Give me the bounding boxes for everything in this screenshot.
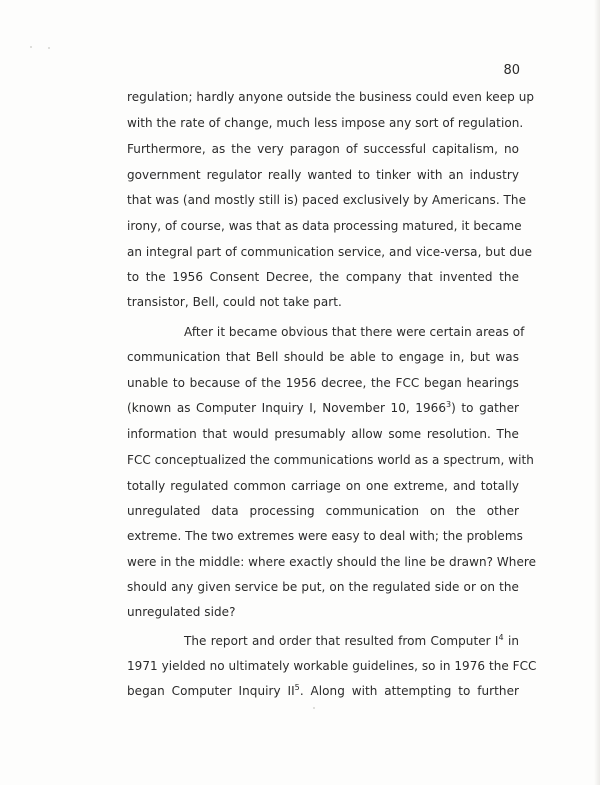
text-line <box>127 684 519 698</box>
text-line: unregulated data processing communication on the other <box>127 504 519 518</box>
text-line: unregulated side? <box>127 605 236 619</box>
text-line: unable to because of the 1956 decree, the FCC began hearings <box>127 376 519 390</box>
scan-speck <box>313 707 315 709</box>
text-line: should any given service be put, on the regulated side or on the <box>127 580 519 594</box>
text-line <box>127 401 519 415</box>
text-line: transistor, Bell, could not take part. <box>127 295 342 309</box>
footnote-marker: 5 <box>294 683 300 692</box>
text-line: 1971 yielded no ultimately workable guidelines, so in 1976 the FCC <box>127 659 537 673</box>
text-line: that was (and mostly still is) paced exclusively by Americans. The <box>127 193 527 207</box>
text-line: an integral part of communication service, and vice-versa, but due <box>127 245 533 259</box>
text-segment: The report and order that resulted from Computer I <box>184 634 499 648</box>
footnote-marker: 4 <box>498 633 504 642</box>
text-line: regulation; hardly anyone outside the business could even keep up <box>127 90 535 104</box>
text-segment: in <box>503 634 519 648</box>
text-segment: (known as Computer Inquiry I, November 10, 1966 <box>127 401 447 415</box>
text-line: with the rate of change, much less impose any sort of regulation. <box>127 116 524 130</box>
text-line: totally regulated common carriage on one extreme, and totally <box>127 479 519 493</box>
text-line: Furthermore, as the very paragon of successful capitalism, no <box>127 142 519 156</box>
text-line: FCC conceptualized the communications world as a spectrum, with <box>127 453 534 467</box>
text-line: irony, of course, was that as data processing matured, it became <box>127 219 522 233</box>
text-line: communication that Bell should be able to engage in, but was <box>127 350 519 364</box>
text-line: to the 1956 Consent Decree, the company that invented the <box>127 270 519 284</box>
text-line <box>127 634 519 648</box>
text-line: information that would presumably allow some resolution. The <box>127 427 519 441</box>
text-line: were in the middle: where exactly should the line be drawn? Where <box>127 555 537 569</box>
scan-speck <box>48 47 50 49</box>
text-segment: . Along with attempting to further <box>299 684 519 698</box>
page-number: 80 <box>503 63 520 78</box>
text-segment: began Computer Inquiry II <box>127 684 295 698</box>
scan-speck <box>30 46 32 48</box>
page-edge-shadow <box>594 0 600 785</box>
text-line: After it became obvious that there were certain areas of <box>184 325 525 339</box>
text-line: government regulator really wanted to tinker with an industry <box>127 168 519 182</box>
text-line: extreme. The two extremes were easy to deal with; the problems <box>127 529 523 543</box>
footnote-marker: 3 <box>446 400 452 409</box>
text-segment: ) to gather <box>451 401 519 415</box>
